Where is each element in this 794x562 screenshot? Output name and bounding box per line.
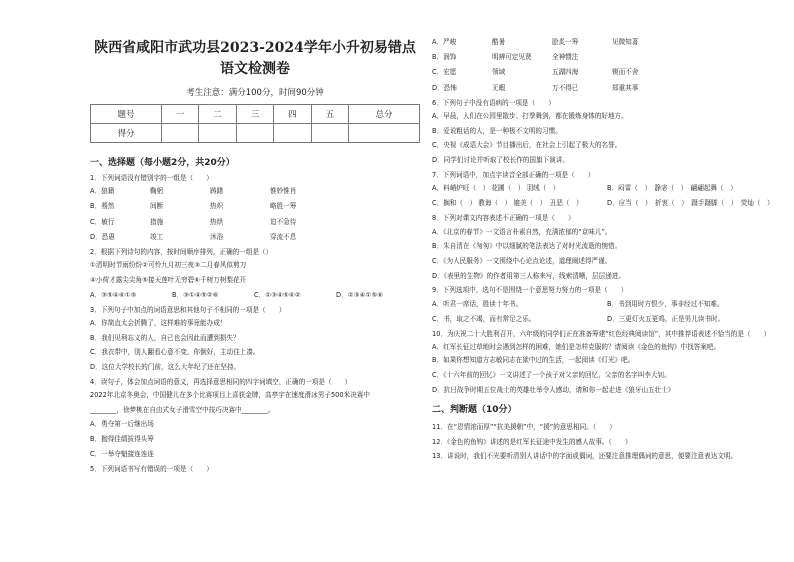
question-2-stem: 2．根据下列诗句的内容，按时间顺序排列，正确的一组是（） — [90, 248, 273, 257]
option: C．《十六年前的回忆》一文讲述了一个孩子对父亲的回忆，父亲的名字叫李大钊。 — [432, 371, 671, 380]
score-header-cell: 三 — [236, 105, 273, 124]
option-part: A．料峭炉旺（ ） — [432, 184, 490, 193]
question-4-passage: ________，徐梦桃在自由式女子滑雪空中技巧决赛中________。 — [90, 405, 275, 414]
option-word: D．恐愚 — [90, 232, 115, 241]
question-1-option-row — [90, 187, 420, 195]
option: B．爱说粗话的人，是一种极不文明的习惯。 — [432, 126, 562, 135]
question-7-options — [432, 199, 782, 207]
question-2-options — [90, 291, 420, 299]
option-word: 间断 — [150, 202, 164, 211]
question-2-poem-line: ①清明时节雨纷纷②可怜九月初三夜③二月春风似剪刀 — [90, 261, 247, 270]
section-heading-choice: 一、选择题（每小题2分，共20分） — [90, 158, 235, 168]
judgement-question: 12．《金色的鱼钩》讲述的是红军长征途中发生的感人故事。（ ） — [432, 437, 632, 446]
option-word: 竣工 — [150, 232, 164, 241]
option: D．应当（ ） 折衷（ ） 蹑手蹑脚（ ） 荧灿（ ） — [607, 199, 774, 208]
left-column — [90, 38, 420, 478]
score-cell — [199, 124, 236, 143]
option-part: C．搁和（ ） — [432, 199, 477, 208]
score-row-label: 得分 — [91, 124, 162, 143]
option: B．闷雷（ ） 静宓（ ） 翩翩起舞（ ） — [607, 184, 737, 193]
score-header-cell: 题号 — [91, 105, 162, 124]
option-word: 领域 — [492, 68, 506, 77]
option-word: 全神惯注 — [552, 53, 579, 62]
option-word: 踌躇 — [210, 187, 224, 196]
option-word: 沐浴 — [210, 232, 224, 241]
option-part: 媲美（ ） 丑恶（ ） — [513, 199, 583, 208]
option-part: 花圃（ ） — [491, 184, 525, 193]
question-5-option-row — [432, 84, 782, 92]
option-word: 惟妙惟肖 — [270, 187, 297, 196]
score-cell — [349, 124, 420, 143]
option-word: 穿流不息 — [270, 232, 297, 241]
option: C．《为人民服务》一文围绕中心论点论述，道理阐述得严谨。 — [432, 257, 612, 266]
option-word: 郑重其事 — [612, 83, 639, 92]
question-5-option-row — [432, 68, 782, 76]
option: B．书到用时方恨少，事非经过不知难。 — [607, 299, 724, 308]
question-1-option-row — [90, 218, 420, 226]
question-1-stem: 1．下列词语没有错别字的一组是（ ） — [90, 174, 213, 182]
option-word: 锲而不舍 — [612, 68, 639, 77]
option: D．抗日战争时期五位战士的英雄壮举令人感动，请和你一起走进《狼牙山五壮士》 — [432, 385, 675, 394]
score-header-cell: 一 — [161, 105, 198, 124]
option-word: 脍炙一筹 — [552, 38, 579, 46]
option: D．②③④①⑤⑥ — [336, 290, 384, 299]
score-header-cell: 四 — [274, 105, 311, 124]
right-column — [432, 38, 782, 467]
question-9-stem: 9．下列选项中，选句不是围绕一个意思努力努力的一项是（ ） — [432, 286, 628, 295]
option — [432, 184, 607, 192]
option: D．三更灯火五更鸡，正是男儿读书时。 — [607, 314, 725, 323]
question-5-stem: 5．下列词语书写有错误的一项是（ ） — [90, 464, 213, 473]
option: A．红军长征过草地时会遇到怎样的困难，她们是怎样克服的？请阅读《金色的鱼钩》中找答案吧。 — [432, 343, 721, 352]
question-4-passage: 2022年北京冬奥会，中国健儿在多个比赛项目上喜获金牌，高亭宇在速度滑冰男子500米决赛中 — [90, 391, 370, 400]
score-cell — [311, 124, 348, 143]
option-word: 酷暑 — [492, 38, 506, 46]
option-word: D．恐怖 — [432, 83, 457, 92]
option: C．一举夺魁接连连连 — [90, 449, 154, 458]
exam-title: 陕西省咸阳市武功县2023-2024学年小升初易错点语文检测卷 — [94, 40, 416, 77]
judgement-question: 11．在“恩情浓而厚”“抗美援朝”中，“援”的意思相同。（ ） — [432, 423, 616, 432]
score-cell — [236, 124, 273, 143]
option-word: C．敏行 — [90, 217, 115, 226]
option-word: 五湖四海 — [552, 68, 579, 77]
option-word — [612, 53, 702, 61]
section-heading-judgement: 二、判断题（10分） — [432, 405, 517, 416]
judgement-question: 13．讲说时，我们不光要听清别人讲话中的字面或偶词，还要注意推理偶词的意思，便要注意表达文明。 — [432, 452, 738, 461]
question-1-option-row — [90, 233, 420, 241]
option: A．③⑤④⑥①⑤ — [90, 290, 137, 299]
option-word: 鞠躬 — [150, 187, 164, 196]
option: B．如果你想知道方志敏同志在狱中过的生活，一起阅读《灯光》吧。 — [432, 356, 635, 365]
option: D．《表里的生物》的作者用第三人称来写，线索清晰，层层递进。 — [432, 271, 625, 280]
question-8-stem: 8．下列对课文内容表述不正确的一项是（ ） — [432, 214, 575, 223]
option-word: 措施 — [150, 217, 164, 226]
option-word: 略胜一筹 — [270, 202, 297, 211]
question-2-poem-line: ④小荷才露尖尖角⑤接天莲叶无穷碧⑥千树万树梨花开 — [90, 275, 247, 284]
option: A．听君一席话，胜读十年书。 — [432, 299, 523, 308]
option: B．我们见利忘义的人，自己也会因此而遭到损失？ — [90, 333, 240, 342]
option-part: 教诲（ ） — [478, 199, 512, 208]
question-9-options — [432, 300, 782, 308]
option: C．书，取之不竭，而有常足之乐。 — [432, 314, 536, 323]
option-word: B．蓦然 — [90, 202, 115, 211]
score-header-cell: 总分 — [349, 105, 420, 124]
option: A．早晨，人们在公园里散步、打拳舞剑，都在锻炼身体的好地方。 — [432, 112, 628, 121]
option-word: B．润饰 — [432, 53, 457, 62]
score-cell — [274, 124, 311, 143]
question-4-stem: 4．读句子，体会加点词语的意义，再选择意思相同的四字词填空，正确的一项是（ ） — [90, 377, 352, 386]
score-header-cell: 五 — [311, 105, 348, 124]
question-7-stem: 7．下列词语中，加点字读音全部正确的一项是（ ） — [432, 170, 595, 179]
question-3-stem: 3．下列句子中加点的词语意思和其他句子不相同的一项是（ ） — [90, 305, 286, 314]
option-word: 万不得已 — [552, 83, 579, 92]
score-table-header-row — [91, 105, 420, 124]
option-word: 无暇 — [492, 83, 506, 92]
question-7-options — [432, 184, 782, 192]
question-5-option-row — [432, 38, 782, 46]
option: B．抛得佳绩拔得头筹 — [90, 435, 154, 444]
option-word: 热炽 — [210, 202, 224, 211]
option — [432, 199, 607, 207]
option: B．③①④⑤②⑥ — [172, 290, 219, 299]
option: A．勇夺第一后继出场 — [90, 420, 154, 429]
question-9-options — [432, 315, 782, 323]
exam-notice: 考生注意：满分100分，时间90分钟 — [186, 88, 324, 98]
option: C．央视《成语大会》节目播出后，在社会上引起了极大的名誉。 — [432, 141, 622, 150]
question-1-option-row — [90, 202, 420, 210]
option: A．你简直太会折腾了，这样难的事竟能办成！ — [90, 319, 227, 328]
option-word: A．严峻 — [432, 38, 457, 46]
option: C．我衣带中，别人翻看心意不变，你倒好，主动往上凑。 — [90, 348, 260, 357]
option-word: 热烘 — [210, 217, 224, 226]
score-table — [90, 104, 420, 143]
question-10-stem: 10．为庆祝二十大胜利召开，六年级的同学们正在准备筹建“红色经典阅读馆”，其中推荐语表述不恰当的是（ ） — [432, 330, 771, 339]
option-part: 羽绒（ ） — [526, 184, 560, 193]
score-header-cell: 二 — [199, 105, 236, 124]
score-table-score-row — [91, 124, 420, 143]
option-word: 明辨可定见贤 — [492, 53, 532, 62]
option: C．①③④⑤⑥② — [254, 290, 301, 299]
option-word: 迫不急待 — [270, 217, 297, 226]
option-word: 见微知著 — [612, 38, 639, 46]
option: D．同学们讨论并听取了校长作的国旗下演讲。 — [432, 156, 569, 165]
option-word: C．宏愿 — [432, 68, 457, 77]
option-word: A．狼籍 — [90, 187, 115, 196]
option: D．这位大学校长的门前，这么大年纪了还在坚持。 — [90, 363, 241, 372]
score-cell — [161, 124, 198, 143]
question-5-option-row — [432, 53, 782, 61]
question-6-stem: 6．下列句子中没有语病的一项是（ ） — [432, 98, 555, 107]
option: A．《北京的春节》一文语言朴素自然，充满浓郁的“京味儿”。 — [432, 227, 612, 236]
option: B．朱自清在《匆匆》中以细腻的笔法表达了对时光流逝的惋惜。 — [432, 242, 622, 251]
